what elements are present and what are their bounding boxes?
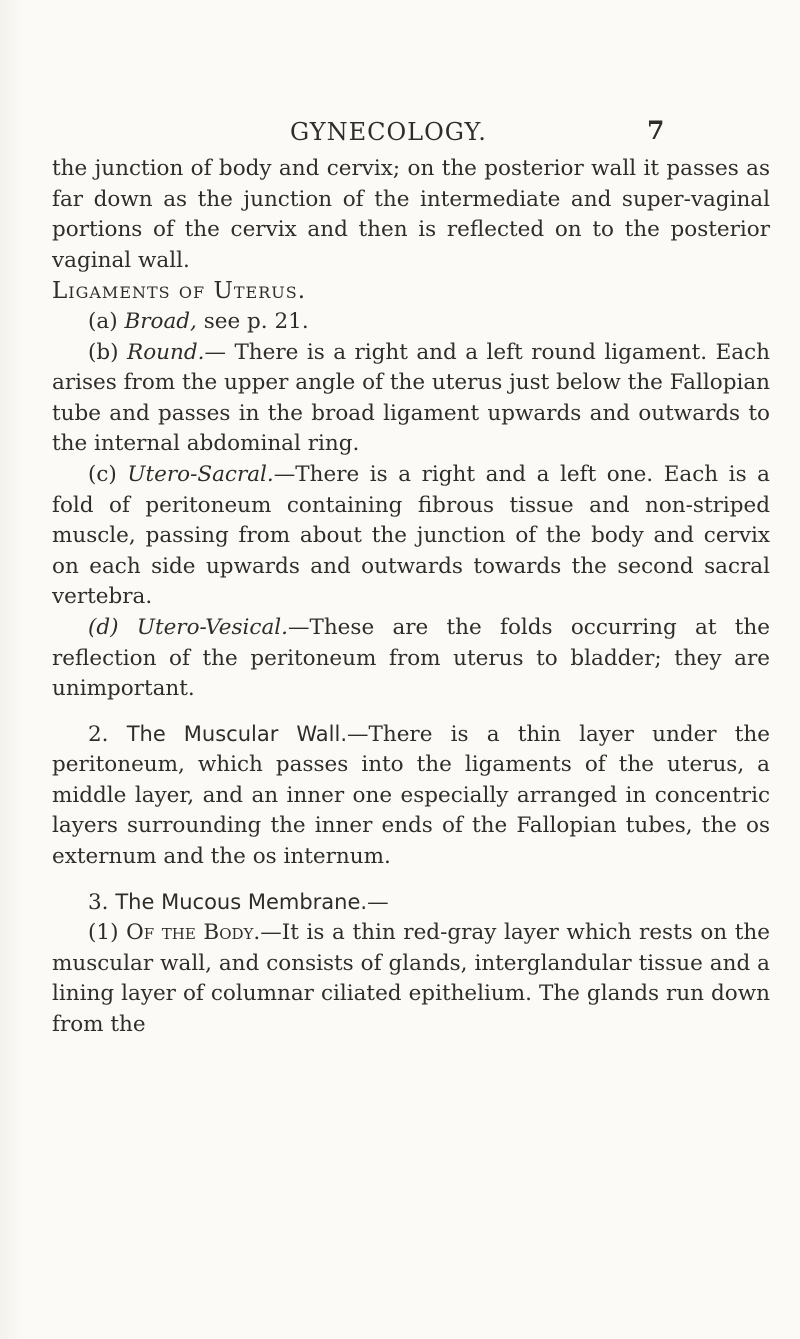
item-text: —These are the folds occurring at the reflection of the peritoneum from uterus to bladder; they are unimportant. [52,614,770,702]
section-title: Ligaments of Uterus. [52,278,307,305]
paragraph-round-ligament [52,338,770,460]
paragraph-junction: the junction of body and cervix; on the posterior wall it passes as far down as the junction of the intermediate and super-vaginal portions of the cervix and then is reflected on to the posterior vaginal wall. [52,156,770,273]
paragraph-muscular-wall [52,719,770,873]
running-header [0,112,800,152]
paragraph-utero-sacral [52,460,770,613]
section-dash: — [367,889,389,915]
section-heading: The Muscular Wall. [126,721,348,746]
section-number: 2. [88,721,109,747]
item-term: Broad, [124,308,197,334]
page-body [52,154,770,1041]
item-marker: (c) [88,461,117,487]
item-text: —There is a right and a left one. Each is a fold of peritoneum containing fibrous tissue and non-striped muscle, passing from about the junction of the body and cervix on each side upwards and outwards towards the second sacral vertebra. [52,461,770,610]
running-title: GYNECOLOGY. [290,118,487,146]
item-marker: (d) [88,614,119,640]
paragraph-utero-vesical [52,613,770,705]
paragraph-mucous-membrane [52,887,770,919]
paragraph-broad-ligament [52,307,770,338]
item-term: Round. [127,339,205,365]
subsection-heading: Of the Body. [126,920,261,946]
item-term: Utero-Vesical. [136,614,288,640]
item-text: see p. 21. [203,308,309,334]
subsection-number: (1) [88,920,119,946]
page-number: 7 [647,116,665,145]
item-term: Utero-Sacral. [127,461,274,487]
section-heading: The Mucous Membrane. [115,889,368,914]
item-text: — There is a right and a left round ligament. Each arises from the upper angle of the uterus just below the Fallopian tube and passes in the broad ligament upwards and outwards to the internal abdominal ring. [52,339,770,457]
paragraph-of-the-body [52,918,770,1040]
section-text: —There is a thin layer under the peritoneum, which passes into the ligaments of the uterus, a middle layer, and an inner one especially arranged in concentric layers surrounding the inner ends of the Fallopian tubes, the os externum and the os internum. [52,721,770,870]
subsection-text: —It is a thin red-gray layer which rests on the muscular wall, and consists of glands, interglandular tissue and a lining layer of columnar ciliated epithelium. The glands run down from the [52,920,770,1038]
item-marker: (a) [88,308,118,334]
item-marker: (b) [88,339,119,365]
section-number: 3. [88,889,109,915]
